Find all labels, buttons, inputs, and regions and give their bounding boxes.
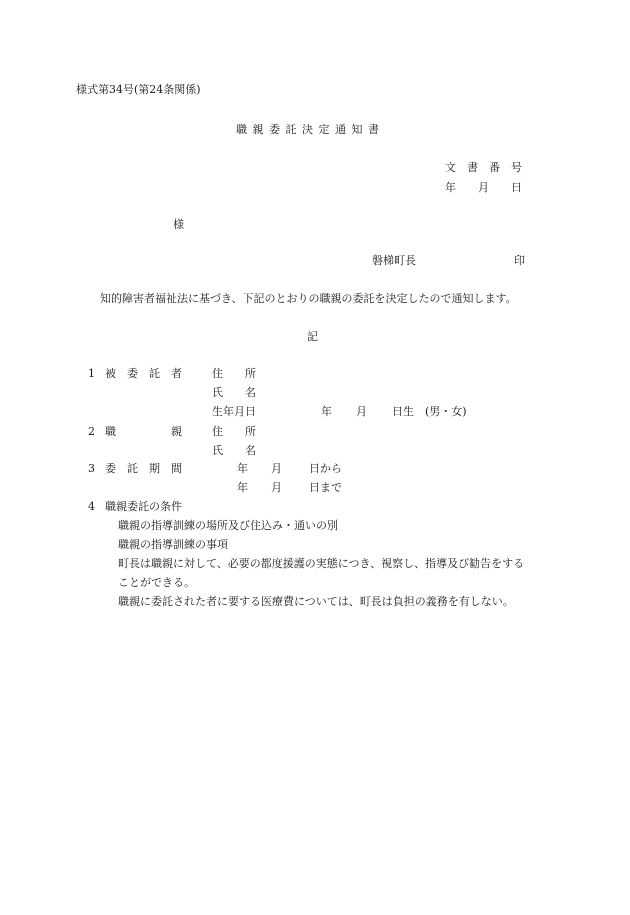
item-1-label: 被 委 託 者 [105,367,182,380]
birth-day: 日生 [392,405,414,418]
form-number: 様式第34号(第24条関係) [76,83,201,96]
period-from-month: 月 [271,462,282,475]
issue-date-label: 年 月 日 [445,181,522,194]
period-from-year: 年 [237,462,248,475]
condition-3-line-1: 町長は職親に対して、必要の都度援護の実態につき、視察し、指導及び勧告をする [118,557,525,570]
recipient-suffix: 様 [173,218,184,231]
condition-3-line-2: ことができる。 [118,576,195,589]
item-1-address-label: 住 所 [212,367,256,380]
period-to-year: 年 [237,481,248,494]
item-2-address-label: 住 所 [212,425,256,438]
gender-choice: (男・女) [425,405,467,418]
document-title: 職 親 委 託 決 定 通 知 書 [236,123,380,136]
item-1-name-label: 氏 名 [212,386,256,399]
period-to-month: 月 [271,481,282,494]
document-number-label: 文 書 番 号 [445,161,522,174]
condition-4: 職親に委託された者に要する医療費については、町長は負担の義務を有しない。 [118,595,514,608]
item-2-label: 職 親 [105,425,182,438]
item-3-number: 3 [88,462,95,475]
intro-text: 知的障害者福祉法に基づき、下記のとおりの職親の委託を決定したので通知します。 [100,292,517,305]
item-4-label: 職親委託の条件 [105,500,182,513]
ki-heading: 記 [307,330,318,343]
item-1-number: 1 [88,367,95,380]
condition-1: 職親の指導訓練の場所及び住込み・通いの別 [118,519,338,532]
seal-mark: 印 [514,254,525,267]
item-1-birth-label: 生年月日 [212,405,256,418]
item-2-name-label: 氏 名 [212,444,256,457]
period-to-day: 日まで [309,481,342,494]
birth-year: 年 [321,405,332,418]
item-3-label: 委 託 期 間 [105,462,182,475]
item-2-number: 2 [88,425,95,438]
item-4-number: 4 [88,500,95,513]
condition-2: 職親の指導訓練の事項 [118,538,228,551]
birth-month: 月 [356,405,367,418]
period-from-day: 日から [309,462,342,475]
issuer-name: 磐梯町長 [372,254,416,267]
